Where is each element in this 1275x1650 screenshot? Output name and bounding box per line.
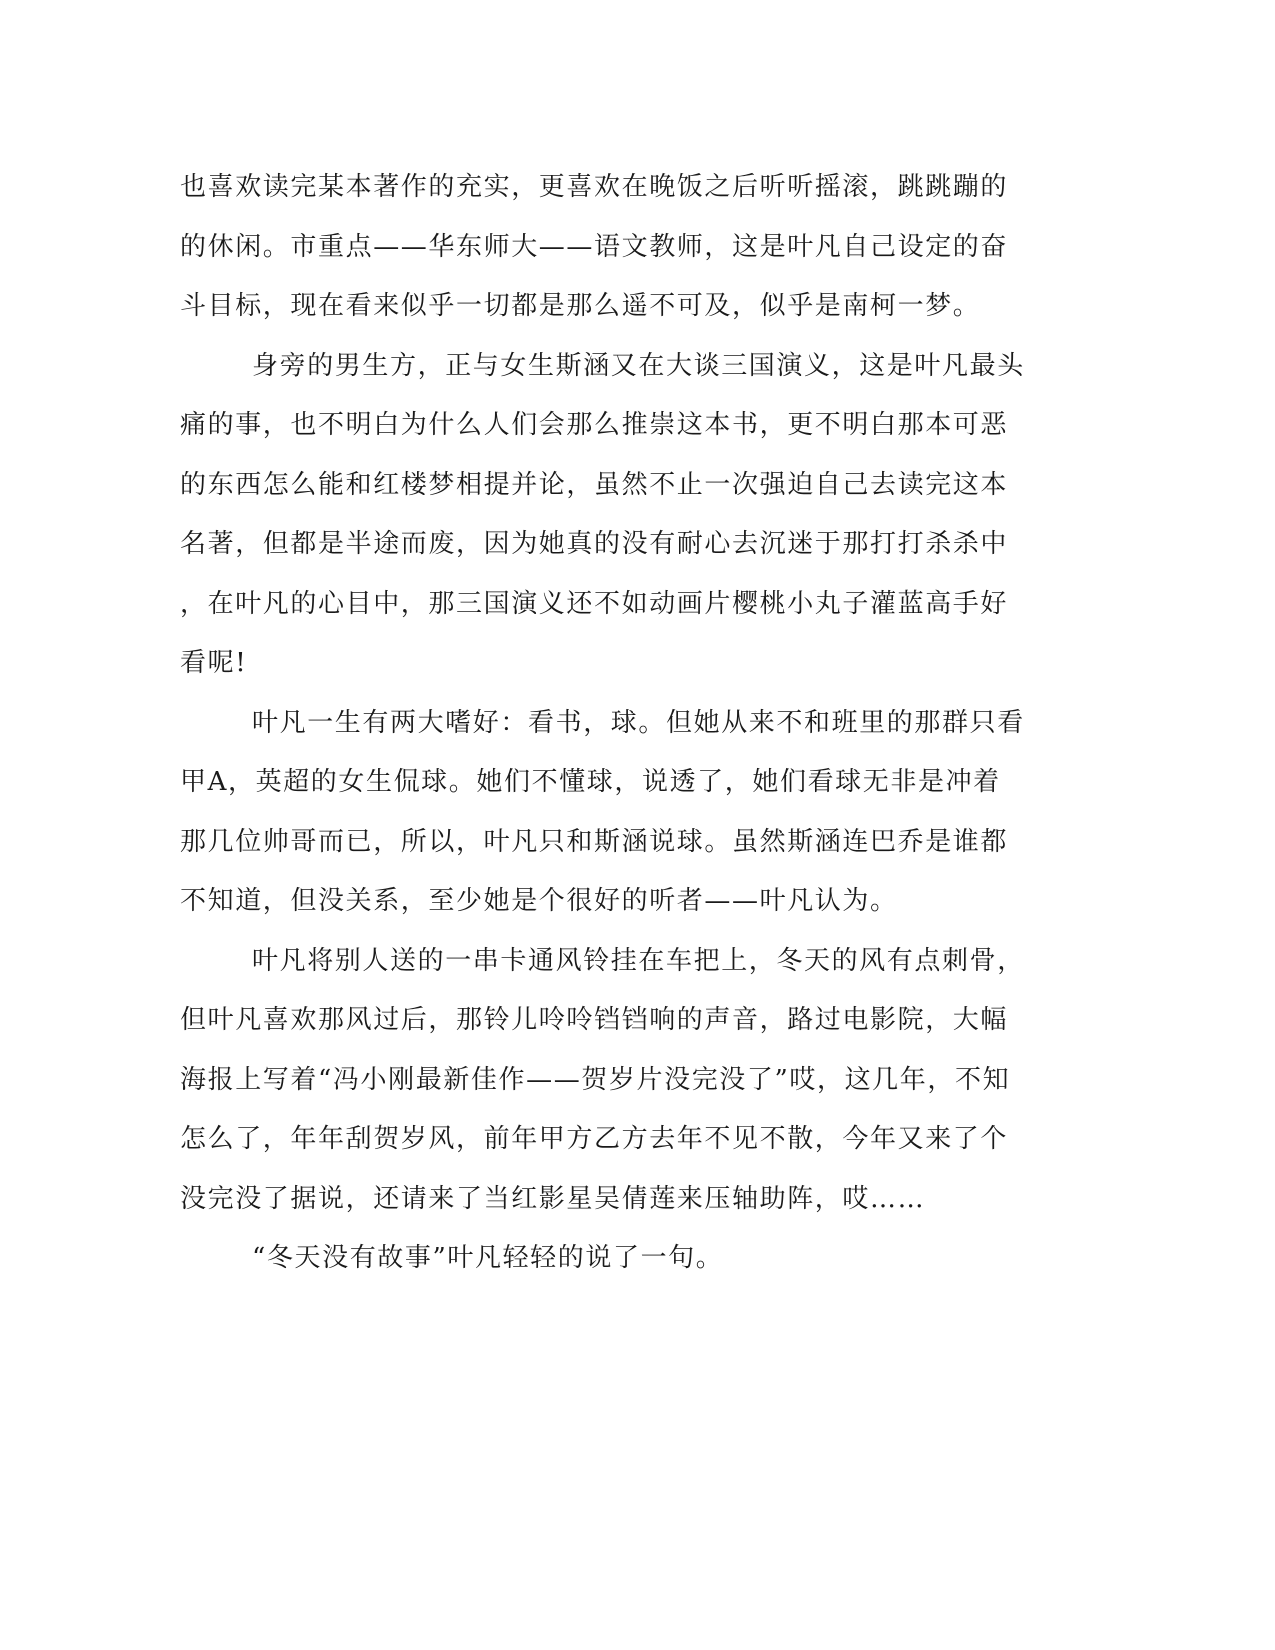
text-line: 甲A，英超的女生侃球。她们不懂球，说透了，她们看球无非是冲着 bbox=[180, 767, 1001, 797]
text-line: ，在叶凡的心目中，那三国演义还不如动画片樱桃小丸子灌蓝高手好 bbox=[180, 588, 1009, 619]
text-line: 的东西怎么能和红楼梦相提并论，虽然不止一次强迫自己去读完这本 bbox=[180, 469, 1009, 500]
text-line: 那几位帅哥而已，所以，叶凡只和斯涵说球。虽然斯涵连巴乔是谁都 bbox=[180, 826, 1009, 857]
text-line: 的休闲。市重点——华东师大——语文教师，这是叶凡自己设定的奋 bbox=[180, 231, 1009, 262]
text-line: 痛的事，也不明白为什么人们会那么推崇这本书，更不明白那本可恶 bbox=[180, 410, 1009, 440]
text-line: 斗目标，现在看来似乎一切都是那么遥不可及，似乎是南柯一梦。 bbox=[180, 291, 981, 321]
text-line: 看呢! bbox=[180, 648, 248, 678]
text-line: 海报上写着“冯小刚最新佳作——贺岁片没完没了”哎，这几年，不知 bbox=[180, 1064, 1011, 1095]
body-text bbox=[180, 158, 1030, 1289]
text-line: 但叶凡喜欢那风过后，那铃儿呤呤铛铛响的声音，路过电影院，大幅 bbox=[180, 1005, 1009, 1035]
text-line: 名著，但都是半途而废，因为她真的没有耐心去沉迷于那打打杀杀中 bbox=[180, 529, 1009, 559]
text-line: 叶凡将别人送的一串卡通风铃挂在车把上，冬天的风有点刺骨， bbox=[252, 945, 1025, 976]
text-line: 不知道，但没关系，至少她是个很好的听者——叶凡认为。 bbox=[180, 886, 898, 916]
text-line: 身旁的男生方，正与女生斯涵又在大谈三国演义，这是叶凡最头 bbox=[252, 350, 1025, 381]
text-line: 也喜欢读完某本著作的充实，更喜欢在晚饭之后听听摇滚，跳跳蹦的 bbox=[180, 172, 1009, 202]
text-line: 叶凡一生有两大嗜好：看书，球。但她从来不和班里的那群只看 bbox=[252, 707, 1025, 738]
text-line: 没完没了据说，还请来了当红影星吴倩莲来压轴助阵，哎…… bbox=[180, 1183, 926, 1214]
text-line: “冬天没有故事”叶凡轻轻的说了一句。 bbox=[252, 1243, 724, 1273]
text-line: 怎么了，年年刮贺岁风，前年甲方乙方去年不见不散，今年又来了个 bbox=[180, 1124, 1009, 1154]
